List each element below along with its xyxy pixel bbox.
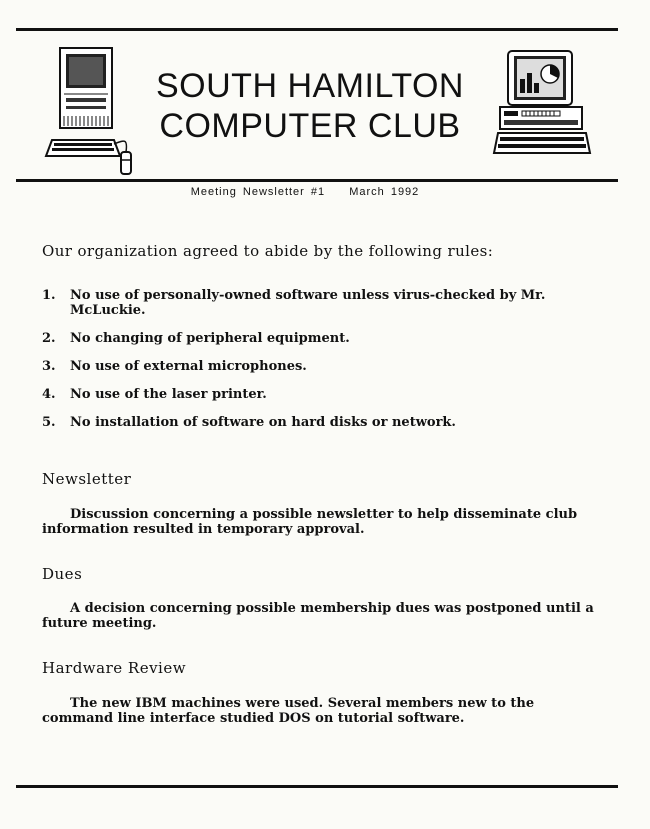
rule-number: 5. [42,415,56,430]
rules-list [42,288,602,443]
club-title-line-2: COMPUTER CLUB [159,107,461,145]
newsletter-subtitle [0,186,610,198]
top-rule [16,28,618,31]
bottom-rule [16,785,618,788]
rule-text: No use of the laser printer. [70,387,267,402]
newsletter-heading: Newsletter [42,470,132,488]
rules-intro: Our organization agreed to abide by the following rules: [42,242,494,260]
rule-text: No use of personally-owned software unless virus-checked by Mr. McLuckie. [70,288,546,318]
rule-number: 3. [42,359,56,374]
header-rule [16,179,618,182]
dues-body: A decision concerning possible membership dues was postponed until a future meeting. [42,601,594,631]
rule-number: 4. [42,387,56,402]
hardware-review-heading: Hardware Review [42,659,187,677]
computer-with-chart-icon [492,47,592,157]
rule-text: No use of external microphones. [70,359,307,374]
rule-item [42,415,602,430]
newsletter-issue: Meeting Newsletter #1 [190,186,326,198]
rule-text: No changing of peripheral equipment. [70,331,350,346]
newsletter-body: Discussion concerning a possible newsletter to help disseminate club information resulted in temporary approval. [42,507,578,537]
rule-text: No installation of software on hard disks or network. [70,415,456,430]
rule-number: 2. [42,331,56,346]
desktop-computer-with-mouse-icon [44,46,144,182]
newsletter-date: March 1992 [349,186,420,198]
dues-heading: Dues [42,565,83,583]
club-title-line-1: SOUTH HAMILTON [156,67,464,105]
rule-number: 1. [42,288,56,303]
rule-item [42,359,602,374]
rule-item [42,331,602,346]
rule-item [42,387,602,402]
hardware-review-body: The new IBM machines were used. Several members new to the command line interface studied DOS on tutorial software. [42,696,535,726]
rule-item [42,288,602,318]
